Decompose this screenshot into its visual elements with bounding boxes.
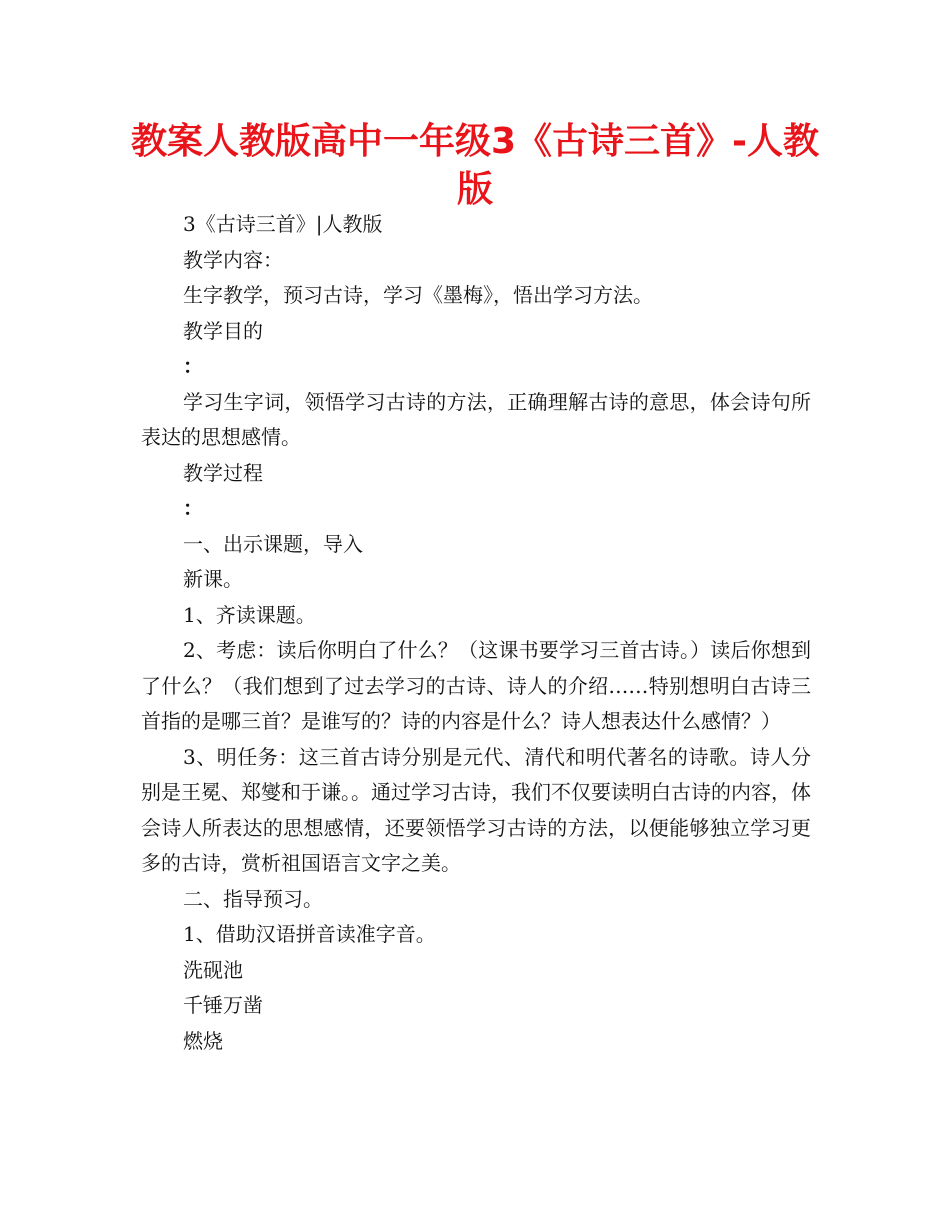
paragraph-content-heading: 教学内容： bbox=[183, 247, 283, 272]
paragraph-process-heading: 教学过程 bbox=[183, 460, 263, 485]
paragraph-word-1: 洗砚池 bbox=[183, 957, 243, 982]
paragraph-content: 生字教学，预习古诗，学习《墨梅》，悟出学习方法。 bbox=[183, 283, 653, 307]
paragraph-step-one: 一、出示课题，导入 bbox=[183, 531, 363, 556]
paragraph-task: 3、明任务：这三首古诗分别是元代、清代和明代著名的诗歌。诗人分别是王冕、郑燮和于谦。。通过学习古诗，我们不仅要读明白古诗的内容，体会诗人所表达的思想感情，还要领悟学习古诗的方法，以便能够独立学习更多的古诗，赏析祖国语言文字之美。 bbox=[141, 744, 811, 875]
paragraph-new-lesson: 新课。 bbox=[183, 567, 243, 591]
paragraph-process-colon: ： bbox=[183, 496, 203, 520]
paragraph-think: 2、考虑：读后你明白了什么？（这课书要学习三首古诗。）读后你想到了什么？（我们想到了过去学习的古诗、诗人的介绍……特别想明白古诗三首指的是哪三首？是谁写的？诗的内容是什么？诗人想表达什么感情？） bbox=[141, 638, 811, 733]
paragraph-word-2: 千锤万凿 bbox=[183, 993, 263, 1017]
paragraph-subtitle: 3《古诗三首》|人教版 bbox=[183, 212, 383, 236]
paragraph-word-3: 燃烧 bbox=[183, 1028, 223, 1053]
paragraph-goal-colon: ： bbox=[183, 354, 203, 378]
paragraph-goal-heading: 教学目的 bbox=[183, 318, 263, 343]
paragraph-pinyin: 1、借助汉语拼音读准字音。 bbox=[183, 922, 436, 946]
document-title: 教案人教版高中一年级3《古诗三首》-人教版 bbox=[131, 121, 819, 210]
paragraph-goal: 学习生字词，领悟学习古诗的方法，正确理解古诗的意思，体会诗句所表达的思想感情。 bbox=[141, 389, 811, 449]
paragraph-read-title: 1、齐读课题。 bbox=[183, 602, 316, 627]
document-body bbox=[141, 207, 811, 1059]
paragraph-step-two: 二、指导预习。 bbox=[183, 886, 323, 911]
